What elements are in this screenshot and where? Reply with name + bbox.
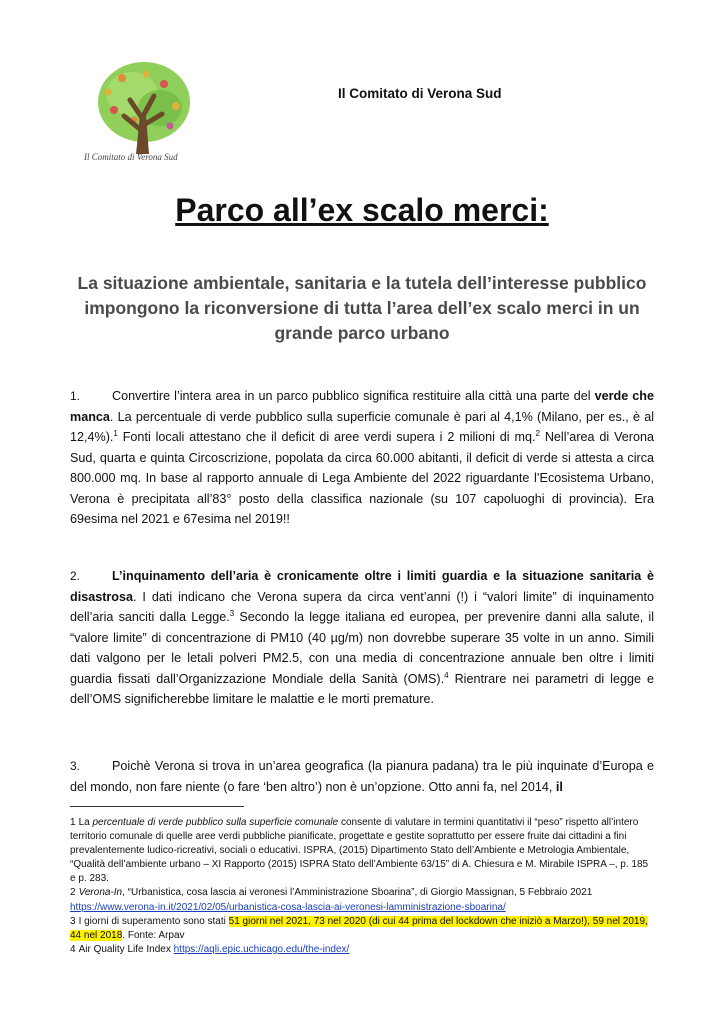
paragraph-2 bbox=[70, 566, 654, 710]
footnote-italic-text: Verona-In bbox=[78, 887, 123, 899]
footnote-text: , “Urbanistica, cosa lascia ai veronesi l’Amministrazione Sboarina”, di Giorgio Massignan, 5 Febbraio 2021 bbox=[122, 887, 593, 899]
footnote-1 bbox=[70, 816, 656, 886]
footnote-2 bbox=[70, 886, 656, 914]
organization-name: Il Comitato di Verona Sud bbox=[338, 86, 502, 101]
footnote-3 bbox=[70, 915, 656, 943]
paragraph-text: . La percentuale di verde pubblico sulla superficie comunale è pari al 4,1% (Milano, per es., è al 12,4%). bbox=[70, 409, 654, 444]
paragraph-number: 1. bbox=[70, 389, 81, 403]
paragraph-text: Convertire l’intera area in un parco pubblico significa restituire alla città una parte del bbox=[112, 389, 595, 403]
tree-logo-icon bbox=[74, 56, 206, 166]
footnote-link[interactable]: https://www.verona-in.it/2021/02/05/urbanistica-cosa-lascia-ai-veronesi-lamministrazione-sboarina/ bbox=[70, 901, 506, 913]
footnote-ref[interactable]: 2 bbox=[535, 428, 540, 438]
footnote-number: 4 bbox=[70, 943, 76, 955]
paragraph-text: Rientrare nei parametri di legge e dell’OMS significherebbe limitare le malattie e le morti premature. bbox=[70, 671, 654, 706]
paragraph-text: Nell’area di Verona Sud, quarta e quinta Circoscrizione, popolata da circa 60.000 abitanti, il deficit di verde si attesta a circa 800.000 mq. In base al rapporto annuale di Lega Ambiente del 2022 riguardante l’Ecosistema Urbano, Verona è precipitata all’83° posto della classifica nazionale (su 107 capoluoghi di provincia). Era 69esima nel 2021 e 67esima nel 2019!! bbox=[70, 430, 654, 526]
paragraph-text: Fonti locali attestano che il deficit di aree verdi supera i 2 milioni di mq. bbox=[117, 430, 536, 444]
page-subtitle: La situazione ambientale, sanitaria e la tutela dell’interesse pubblico impongono la riconversione di tutta l’area dell’ex scalo merci in un grande parco urbano bbox=[77, 273, 647, 343]
paragraph-bold-text: verde che manca bbox=[70, 389, 655, 424]
footnote-number: 3 bbox=[70, 915, 76, 927]
paragraph-3 bbox=[70, 756, 654, 797]
page-title: Parco all’ex scalo merci: bbox=[175, 192, 549, 228]
logo-text: Il Comitato di Verona Sud bbox=[84, 152, 178, 162]
paragraph-1 bbox=[70, 386, 654, 530]
footnote-link[interactable]: https://aqli.epic.uchicago.edu/the-index/ bbox=[173, 943, 350, 955]
footnote-ref[interactable]: 4 bbox=[444, 670, 449, 680]
footnote-number: 1 bbox=[70, 817, 76, 828]
footnote-separator bbox=[70, 806, 244, 807]
footnote-4 bbox=[70, 943, 656, 957]
paragraph-bold-text: il bbox=[555, 779, 563, 794]
paragraph-number: 2. bbox=[70, 569, 81, 583]
paragraph-text: Poichè Verona si trova in un’area geografica (la pianura padana) tra le più inquinate d’Europa e del mondo, non fare niente (o fare ‘ben altro’) non è un’opzione. Otto anni fa, nel 2014, bbox=[70, 759, 654, 794]
footnote-text: Air Quality Life Index bbox=[78, 943, 174, 955]
paragraph-text: . I dati indicano che Verona supera da circa vent’anni (!) i “valori limite” di inquinamento dell’aria sanciti dalla Legge. bbox=[70, 589, 654, 624]
footnote-text: . Fonte: Arpav bbox=[122, 929, 185, 941]
footnote-text: I giorni di superamento sono stati bbox=[78, 915, 229, 927]
footnote-text: La bbox=[78, 817, 93, 828]
footnote-ref[interactable]: 1 bbox=[113, 428, 118, 438]
footnote-text: consente di valutare in termini quantitativi il “peso” rispetto all’intero territorio comunale di quelle aree verdi pubbliche pianificate, progettate e gestite soprattutto per essere fruite dai cittadini a fini prevalentemente ludico-ricreativi, sociali o educativi. ISPRA, (2015) Dipartimento Stato dell’Ambiente e Metrologia Ambientale, “Qualità dell’ambiente urbano – XI Rapporto (2015) ISPRA Stato dell’Ambiente 63/15” di A. Chiesura e M. Mirabile ISPRA –, p. 185 e p. 283. bbox=[70, 817, 649, 885]
paragraph-number: 3. bbox=[70, 759, 81, 773]
footnote-number: 2 bbox=[70, 887, 76, 899]
footnote-italic-text: percentuale di verde pubblico sulla superficie comunale bbox=[92, 817, 339, 828]
footnotes bbox=[70, 816, 656, 957]
footnote-ref[interactable]: 3 bbox=[229, 608, 235, 618]
paragraph-bold-text: L’inquinamento dell’aria è cronicamente oltre i limiti guardia e la situazione sanitaria è disastrosa bbox=[70, 569, 654, 604]
committee-logo bbox=[74, 56, 206, 166]
paragraph-text: Secondo la legge italiana ed europea, per prevenire danni alla salute, il “valore limite” di concentrazione di PM10 (40 µg/m) non dovrebbe superare 35 volte in un anno. Simili dati valgono per le letali polveri PM2.5, con una media di concentrazione annuale ben oltre i limiti guardia fissati dall’Organizzazione Mondiale della Sanità (OMS). bbox=[70, 610, 654, 686]
highlighted-text: 51 giorni nel 2021, 73 nel 2020 (di cui 44 prima del lockdown che iniziò a Marzo!), 59 nel 2019, 44 nel 2018 bbox=[70, 915, 648, 941]
